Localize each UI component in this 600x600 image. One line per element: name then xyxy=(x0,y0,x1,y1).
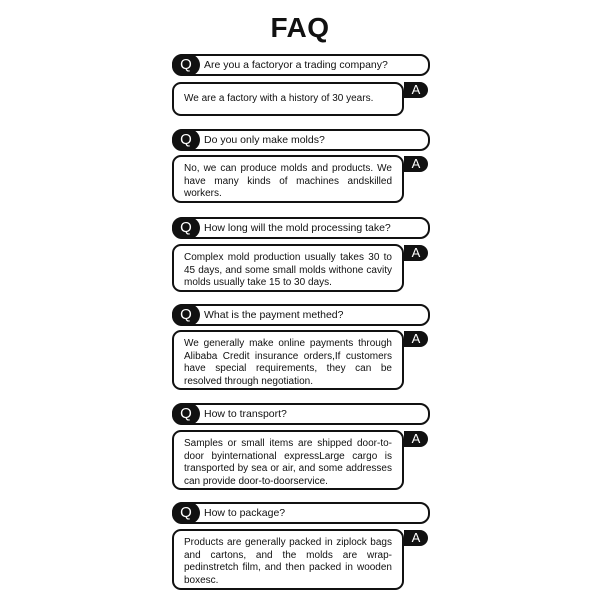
answer-box xyxy=(172,155,404,203)
answer-text: We are a factory with a history of 30 years. xyxy=(184,93,374,104)
answer-badge: A xyxy=(404,431,428,447)
answer-box xyxy=(172,330,404,390)
answer-box xyxy=(172,529,404,590)
answer-badge: A xyxy=(404,331,428,347)
answer-box xyxy=(172,82,404,116)
answer-text: Products are generally packed in ziplock bags and cartons, and the molds are wrap-pedinstretch film, and then packed in wooden boxesc. xyxy=(184,537,392,586)
question-badge: Q xyxy=(172,304,200,326)
answer-text: Samples or small items are shipped door-to-door byinternational expressLarge cargo is transported by sea or air, and some addresses can provide door-to-doorservice. xyxy=(184,438,392,487)
question-badge: Q xyxy=(172,217,200,239)
answer-box xyxy=(172,244,404,292)
question-text: How to package? xyxy=(204,507,286,519)
question-pill xyxy=(172,217,430,239)
answer-text: We generally make online payments through Alibaba Credit insurance orders,If customers have special requirements, they can be resolved through negotiation. xyxy=(184,338,392,387)
question-badge: Q xyxy=(172,129,200,151)
question-pill xyxy=(172,502,430,524)
question-pill xyxy=(172,129,430,151)
answer-badge: A xyxy=(404,156,428,172)
question-text: Are you a factoryor a trading company? xyxy=(204,59,388,71)
answer-text: Complex mold production usually takes 30 to 45 days, and some small molds withone cavity molds usually take 15 to 30 days. xyxy=(184,252,392,288)
question-pill xyxy=(172,403,430,425)
answer-badge: A xyxy=(404,245,428,261)
question-badge: Q xyxy=(172,54,200,76)
question-badge: Q xyxy=(172,502,200,524)
question-text: How to transport? xyxy=(204,408,287,420)
page-title: FAQ xyxy=(270,12,330,43)
answer-text: No, we can produce molds and products. We have many kinds of machines andskilled workers. xyxy=(184,163,392,199)
question-text: Do you only make molds? xyxy=(204,134,325,146)
answer-badge: A xyxy=(404,530,428,546)
question-badge: Q xyxy=(172,403,200,425)
question-text: What is the payment methed? xyxy=(204,309,344,321)
answer-box xyxy=(172,430,404,490)
answer-badge: A xyxy=(404,82,428,98)
question-text: How long will the mold processing take? xyxy=(204,222,391,234)
question-pill xyxy=(172,304,430,326)
question-pill xyxy=(172,54,430,76)
